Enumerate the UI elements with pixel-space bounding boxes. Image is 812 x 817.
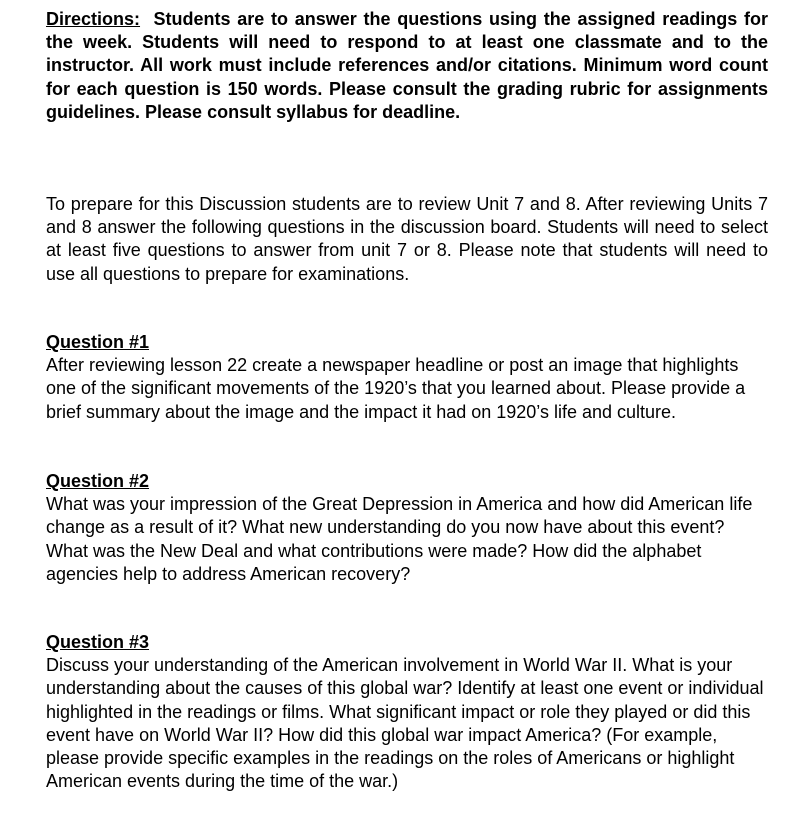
directions-paragraph bbox=[46, 8, 768, 124]
document-page bbox=[46, 8, 768, 792]
question-2-title: Question #2 bbox=[46, 471, 150, 491]
intro-paragraph: To prepare for this Discussion students are to review Unit 7 and 8. After reviewing Units 7 and 8 answer the following questions in the discussion board. Students will need to select at least five questions to answer from unit 7 or 8. Please note that students will need to use all questions to prepare for examinations. bbox=[46, 194, 768, 284]
question-3-body: Discuss your understanding of the American involvement in World War II. What is your understanding about the causes of this global war? Identify at least one event or individual highlighted in the readings or films. What significant impact or role they played or did this event have on World War II? How did this global war impact America? (For example, please provide specific examples in the readings on the roles of Americans or highlight American events during the time of the war.) bbox=[46, 655, 764, 792]
directions-label: Directions: bbox=[46, 9, 141, 29]
question-2-body: What was your impression of the Great Depression in America and how did American life change as a result of it? What new understanding do you now have about this event? What was the New Deal and what contributions were made? How did the alphabet agencies help to address American recovery? bbox=[46, 494, 753, 584]
question-1-body: After reviewing lesson 22 create a newspaper headline or post an image that highlights one of the significant movements of the 1920’s that you learned about. Please provide a brief summary about the image and the impact it had on 1920’s life and culture. bbox=[46, 355, 746, 422]
question-2 bbox=[46, 470, 768, 586]
question-3 bbox=[46, 631, 768, 793]
question-1-title: Question #1 bbox=[46, 332, 150, 352]
directions-text: Students are to answer the questions using the assigned readings for the week. Students will need to respond to at least one classmate and to the instructor. All work must include references and/or citations. Minimum word count for each question is 150 words. Please consult the grading rubric for assignments guidelines. Please consult syllabus for deadline. bbox=[46, 9, 768, 122]
question-1 bbox=[46, 331, 768, 424]
question-3-title: Question #3 bbox=[46, 632, 150, 652]
